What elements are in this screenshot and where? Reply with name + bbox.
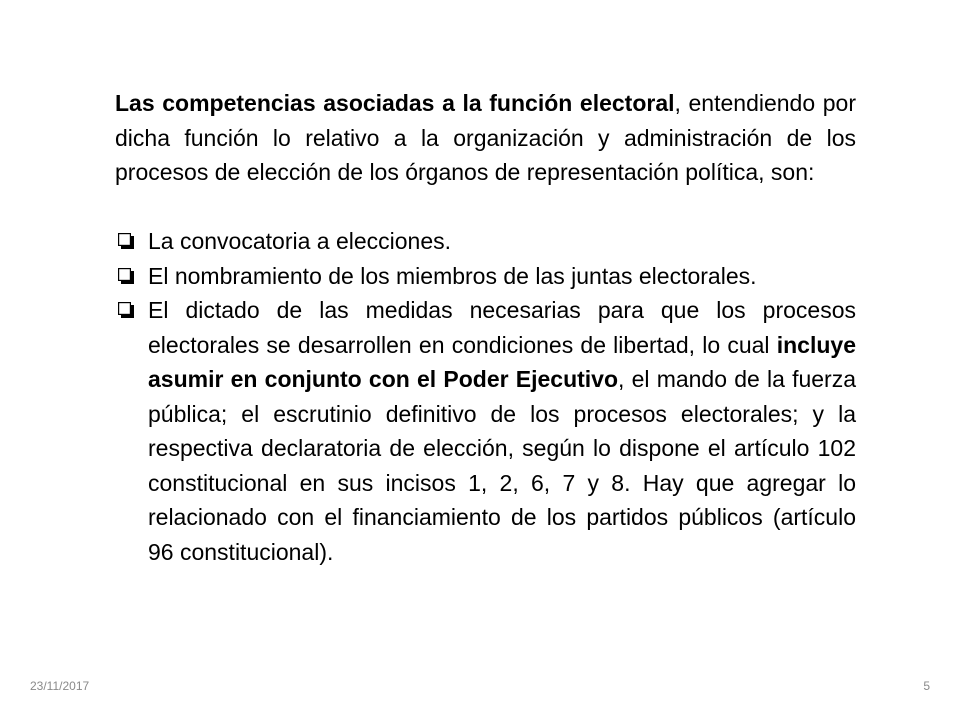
- bullet-text: El nombramiento de los miembros de las juntas electorales.: [148, 262, 757, 289]
- footer-date: 23/11/2017: [30, 679, 90, 693]
- intro-bold-text: Las competencias asociadas a la función electoral: [115, 90, 675, 116]
- bullet-item: [115, 224, 856, 259]
- bullet-item: [115, 259, 856, 294]
- bullet-text-after: , el mando de la fuerza pública; el escrutinio definitivo de los procesos electorales; y la respectiva declaratoria de elección, según lo dispone el artículo 102 constitucional en sus incisos 1, 2, 6, 7 y 8. Hay que agregar lo relacionado con el financiamiento de los partidos públicos (artículo 96 constitucional).: [148, 366, 856, 565]
- bullet-bold-text: incluye asumir en conjunto con el Poder Ejecutivo: [148, 331, 856, 392]
- checkbox-icon: [118, 302, 134, 318]
- intro-paragraph: [115, 86, 856, 190]
- bullet-list: [115, 224, 856, 569]
- slide-content: [115, 86, 856, 569]
- bullet-text: [148, 297, 856, 565]
- page-number: 5: [923, 679, 930, 693]
- checkbox-icon: [118, 268, 134, 284]
- bullet-text: La convocatoria a elecciones.: [148, 228, 452, 254]
- checkbox-icon: [118, 233, 134, 249]
- intro-rest-text: , entendiendo por dicha función lo relativo a la organización y administración de los procesos de elección de los órganos de representación política, son:: [115, 90, 856, 185]
- bullet-item: [115, 293, 856, 569]
- bullet-text-before: El dictado de las medidas necesarias para que los procesos electorales se desarrollen en condiciones de libertad, lo cual: [148, 297, 856, 358]
